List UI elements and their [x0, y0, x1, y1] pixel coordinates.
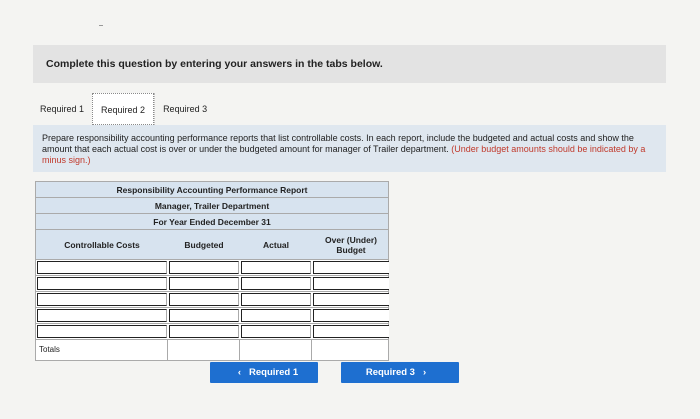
budgeted-input[interactable] [169, 277, 239, 290]
cost-name-input[interactable] [37, 277, 167, 290]
over-under-input[interactable] [313, 261, 389, 274]
actual-input[interactable] [241, 277, 311, 290]
question-instructions [33, 125, 666, 172]
tab-required-1[interactable]: Required 1 [40, 104, 85, 114]
tab-bar [37, 93, 215, 125]
chevron-left-icon: ‹ [237, 367, 242, 378]
table-row [36, 276, 388, 292]
budgeted-input[interactable] [169, 261, 239, 274]
actual-input[interactable] [241, 309, 311, 322]
col-actual: Actual [263, 239, 289, 250]
totals-row [36, 340, 388, 360]
totals-label: Totals [36, 340, 168, 360]
budgeted-input[interactable] [169, 309, 239, 322]
tab-required-2[interactable]: Required 2 [92, 93, 154, 125]
table-row [36, 324, 388, 340]
prev-button-label: Required 1 [249, 367, 299, 378]
totals-budgeted [168, 340, 240, 360]
performance-report-table [35, 181, 389, 361]
prev-button[interactable] [210, 362, 318, 383]
actual-input[interactable] [241, 325, 311, 338]
next-button-label: Required 3 [365, 367, 415, 378]
cost-name-input[interactable] [37, 325, 167, 338]
budgeted-input[interactable] [169, 325, 239, 338]
decorative-dash [99, 25, 103, 26]
actual-input[interactable] [241, 261, 311, 274]
cost-name-input[interactable] [37, 309, 167, 322]
report-period: For Year Ended December 31 [36, 214, 388, 230]
over-under-input[interactable] [313, 309, 389, 322]
column-headers [36, 230, 388, 260]
col-controllable-costs: Controllable Costs [64, 239, 140, 250]
instructions-note: (Under budget amounts should be indicated by a minus sign.) [42, 144, 646, 165]
actual-input[interactable] [241, 293, 311, 306]
totals-actual [240, 340, 312, 360]
budgeted-input[interactable] [169, 293, 239, 306]
cost-name-input[interactable] [37, 261, 167, 274]
table-row [36, 260, 388, 276]
table-row [36, 292, 388, 308]
report-title: Responsibility Accounting Performance Report [36, 182, 388, 198]
instructions-banner [33, 45, 666, 83]
col-over-under: Over (Under) Budget [325, 234, 377, 255]
over-under-input[interactable] [313, 277, 389, 290]
instructions-text: Prepare responsibility accounting performance reports that list controllable costs. In each report, include the budgeted and actual costs and show the amount that each actual cost is over or under the budgeted amount for manager of Trailer department. [42, 133, 634, 154]
cost-name-input[interactable] [37, 293, 167, 306]
report-subtitle: Manager, Trailer Department [36, 198, 388, 214]
next-button[interactable] [341, 362, 459, 383]
chevron-right-icon: › [422, 367, 427, 378]
over-under-input[interactable] [313, 325, 389, 338]
totals-over-under [312, 340, 390, 360]
over-under-input[interactable] [313, 293, 389, 306]
tab-required-3[interactable]: Required 3 [154, 93, 215, 125]
banner-text: Complete this question by entering your answers in the tabs below. [46, 58, 383, 70]
col-budgeted: Budgeted [184, 239, 224, 250]
table-row [36, 308, 388, 324]
